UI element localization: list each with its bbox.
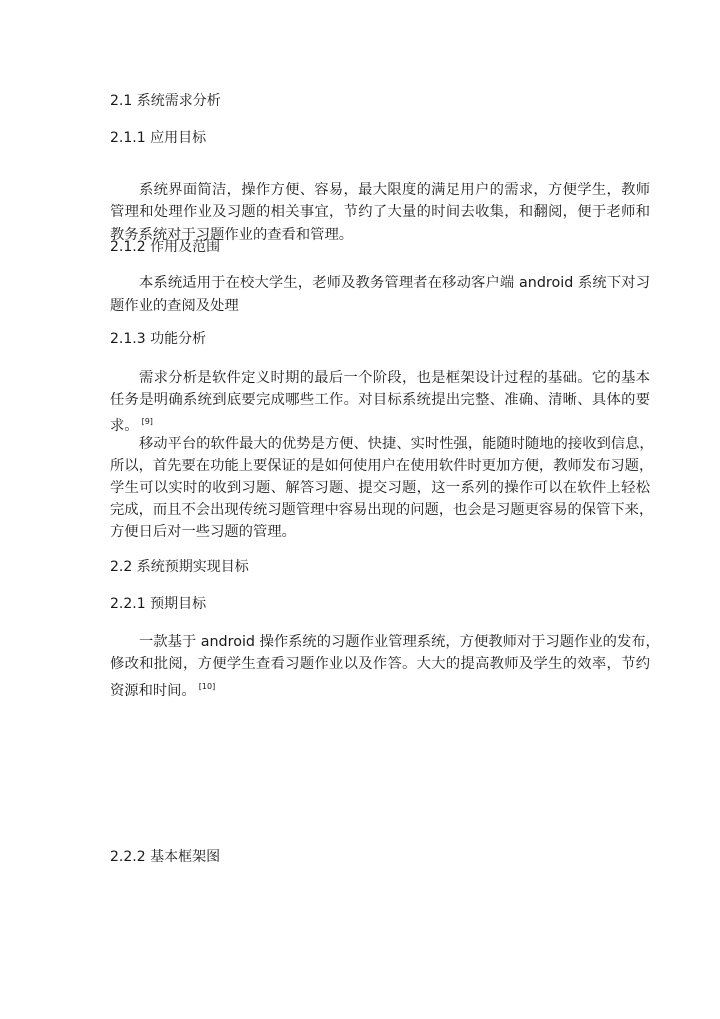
paragraph-text: 求。 xyxy=(110,418,139,434)
heading-2-1-3: 2.1.3 功能分析 xyxy=(110,331,207,347)
paragraph-line: 本系统适用于在校大学生，老师及教务管理者在移动客户端 android 系统下对习 xyxy=(139,275,650,291)
citation-ref: [10] xyxy=(198,682,216,691)
paragraph-text: 资源和时间。 xyxy=(110,683,196,699)
paragraph-line: 教务系统对于习题作业的查看和管理。 xyxy=(110,227,354,243)
paragraph-line: 移动平台的软件最大的优势是方便、快捷、实时性强，能随时随地的接收到信息， xyxy=(139,436,654,452)
heading-2-2-1: 2.2.1 预期目标 xyxy=(110,596,207,612)
heading-2-1-2: 2.1.2 作用及范围 xyxy=(110,239,221,255)
heading-2-2: 2.2 系统预期实现目标 xyxy=(110,559,249,575)
paragraph-line xyxy=(110,676,650,702)
paragraph-line: 题作业的查阅及处理 xyxy=(110,298,239,314)
paragraph-line: 完成，而且不会出现传统习题管理中容易出现的问题，也会是习题更容易的保管下来， xyxy=(110,502,654,518)
paragraph-line: 所以，首先要在功能上要保证的是如何使用户在使用软件时更加方便，教师发布习题， xyxy=(110,458,654,474)
paragraph-line: 任务是明确系统到底要完成哪些工作。对目标系统提出完整、准确、清晰、具体的要 xyxy=(110,392,650,408)
paragraph-line: 管理和处理作业及习题的相关事宜，节约了大量的时间去收集，和翻阅，便于老师和 xyxy=(110,204,650,220)
heading-2-1-1: 2.1.1 应用目标 xyxy=(110,130,207,146)
heading-2-1: 2.1 系统需求分析 xyxy=(110,93,221,109)
citation-ref: [9] xyxy=(141,417,153,426)
paragraph-line: 方便日后对一些习题的管理。 xyxy=(110,524,296,540)
paragraph-line: 修改和批阅，方便学生查看习题作业以及作答。大大的提高教师及学生的效率，节约 xyxy=(110,656,650,672)
paragraph-line: 需求分析是软件定义时期的最后一个阶段，也是框架设计过程的基础。它的基本 xyxy=(139,370,650,386)
paragraph-line: 学生可以实时的收到习题、解答习题、提交习题，这一系列的操作可以在软件上轻松 xyxy=(110,480,650,496)
paragraph-line: 一款基于 android 操作系统的习题作业管理系统，方便教师对于习题作业的发布， xyxy=(139,634,660,650)
heading-2-2-2: 2.2.2 基本框架图 xyxy=(110,849,221,865)
paragraph-line: 系统界面简洁，操作方便、容易，最大限度的满足用户的需求，方便学生，教师 xyxy=(139,182,650,198)
